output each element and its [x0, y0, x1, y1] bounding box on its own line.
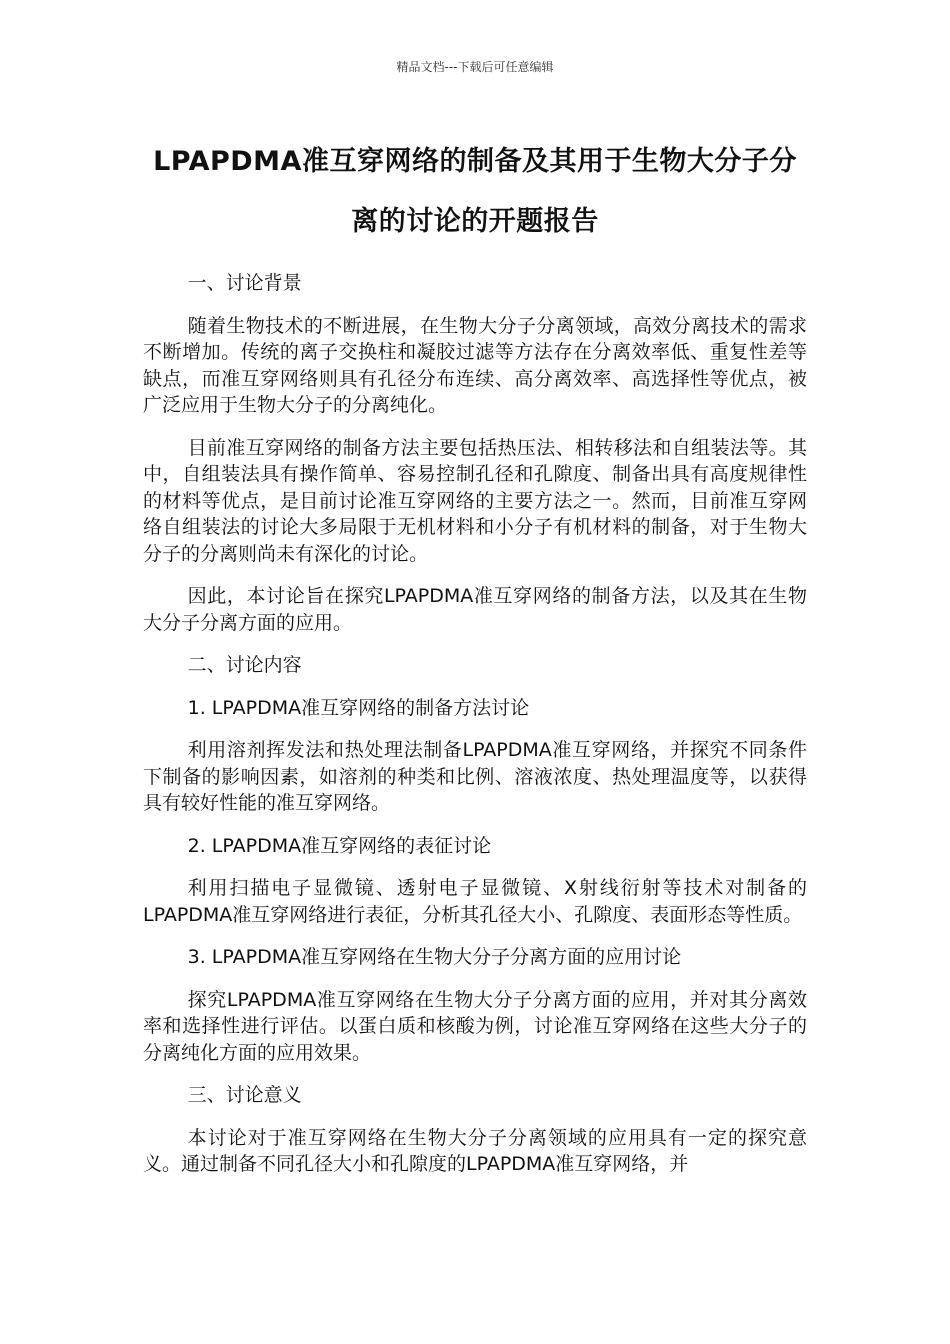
subsection-paragraph-2: 利用扫描电子显微镜、透射电子显微镜、X射线衍射等技术对制备的LPAPDMA准互穿网络进行表征，分析其孔径大小、孔隙度、表面形态等性质。	[143, 877, 807, 926]
subsection-heading-2: 2. LPAPDMA准互穿网络的表征讨论	[187, 834, 492, 857]
section-heading-background: 一、讨论背景	[187, 272, 302, 294]
background-paragraph-2: 目前准互穿网络的制备方法主要包括热压法、相转移法和自组装法等。其中，自组装法具有操作简单、容易控制孔径和孔隙度、制备出具有高度规律性的材料等优点，是目前讨论准互穿网络的主要方法之一。然而，目前准互穿网络自组装法的讨论大多局限于无机材料和小分子有机材料的制备，对于生物大分子的分离则尚未有深化的讨论。	[143, 436, 807, 565]
section-heading-significance: 三、讨论意义	[187, 1084, 302, 1106]
significance-paragraph-1: 本讨论对于准互穿网络在生物大分子分离领域的应用具有一定的探究意义。通过制备不同孔径大小和孔隙度的LPAPDMA准互穿网络，并	[143, 1126, 807, 1175]
document-title: LPAPDMA准互穿网络的制备及其用于生物大分子分离的讨论的开题报告	[153, 146, 797, 237]
document-body	[143, 270, 807, 1194]
section-heading-content: 二、讨论内容	[187, 654, 302, 676]
subsection-heading-1: 1. LPAPDMA准互穿网络的制备方法讨论	[187, 696, 530, 719]
subsection-paragraph-3: 探究LPAPDMA准互穿网络在生物大分子分离方面的应用，并对其分离效率和选择性进行评估。以蛋白质和核酸为例，讨论准互穿网络在这些大分子的分离纯化方面的应用效果。	[143, 988, 807, 1064]
subsection-paragraph-1: 利用溶剂挥发法和热处理法制备LPAPDMA准互穿网络，并探究不同条件下制备的影响因素，如溶剂的种类和比例、溶液浓度、热处理温度等，以获得具有较好性能的准互穿网络。	[143, 739, 807, 814]
background-paragraph-1: 随着生物技术的不断进展，在生物大分子分离领域，高效分离技术的需求不断增加。传统的离子交换柱和凝胶过滤等方法存在分离效率低、重复性差等缺点，而准互穿网络则具有孔径分布连续、高分离效率、高选择性等优点，被广泛应用于生物大分子的分离纯化。	[143, 314, 807, 416]
background-paragraph-3: 因此，本讨论旨在探究LPAPDMA准互穿网络的制备方法，以及其在生物大分子分离方面的应用。	[143, 585, 807, 634]
subsection-heading-3: 3. LPAPDMA准互穿网络在生物大分子分离方面的应用讨论	[187, 946, 682, 968]
header-note: 精品文档---下载后可任意编辑	[396, 60, 554, 74]
